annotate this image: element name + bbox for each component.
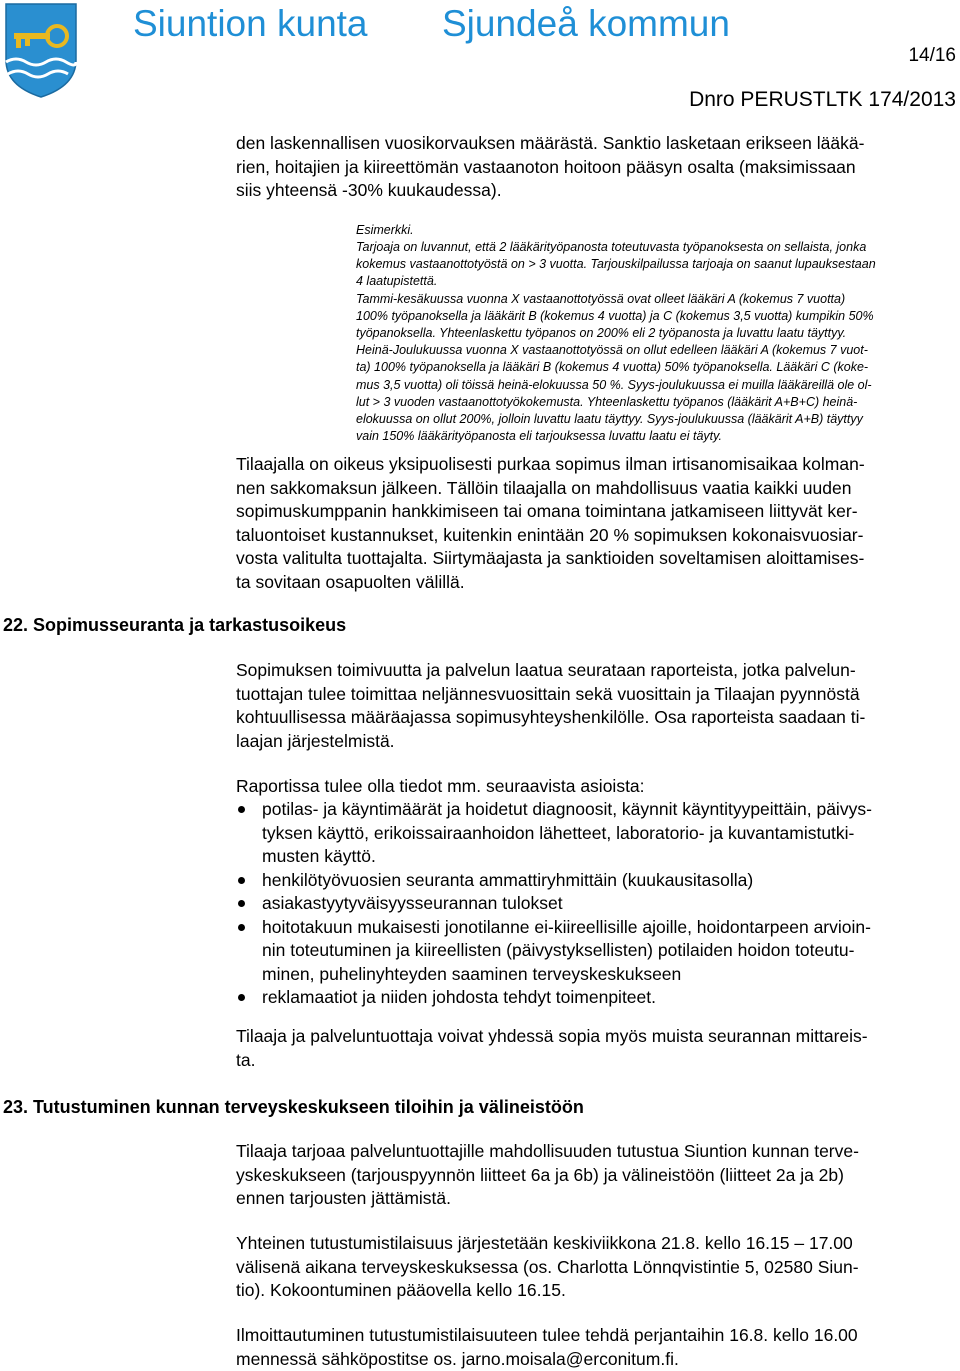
document-reference: Dnro PERUSTLTK 174/2013 bbox=[689, 88, 956, 111]
section-23-paragraph-3: Ilmoittautuminen tutustumistilaisuuteen tulee tehdä perjantaihin 16.8. kello 16.00 mennessä sähköpostitse os. jarno.moisala@erconitum.fi. bbox=[236, 1325, 858, 1369]
section-23-paragraph-1: Tilaaja tarjoaa palveluntuottajille mahdollisuuden tutustua Siuntion kunnan terve- yskeskukseen (tarjouspyynnön liitteet 6a ja 6b) ja välineistöön (liitteet 2a ja 2b) ennen tarjousten jättämistä. bbox=[236, 1141, 859, 1208]
termination-paragraph: Tilaajalla on oikeus yksipuolisesti purkaa sopimus ilman irtisanomisaikaa kolman- nen sakkomaksun jälkeen. Tällöin tilaajalla on mahdollisuus vaatia kaikki uuden sopimuskumppanin hankkimiseen tai omana toimintana jatkamiseen liittyvät ker- taluontoiset kustannukset, kuitenkin enintään 20 % sopimuksen kokonaisvuosiar- vosta valitulta tuottajalta. Siirtymäajasta ja sanktioiden soveltamisen aloittamises- ta sovitaan osapuolten välillä. bbox=[236, 454, 865, 592]
list-item: hoitotakuun mukaisesti jonotilanne ei-kiireellisille ajoille, hoidontarpeen arvioin- nin toteutuminen ja kiireellisten (päivystyksellisten) potilaiden hoidon toteutu- minen, puhelinyhteyden saaminen terveyskeskukseen bbox=[236, 916, 954, 987]
report-list-intro: Raportissa tulee olla tiedot mm. seuraavista asioista: bbox=[236, 776, 645, 796]
section-23-paragraph-2: Yhteinen tutustumistilaisuus järjestetään keskiviikkona 21.8. kello 16.15 – 17.00 välisenä aikana terveyskeskuksessa (os. Charlotta Lönnqvistintie 5, 02580 Siun- tio). Kokoontuminen pääovella kello 16.15. bbox=[236, 1233, 859, 1300]
municipality-name-sv: Sjundeå kommun bbox=[442, 3, 730, 44]
list-item: potilas- ja käyntimäärät ja hoidetut diagnoosit, käynnit käyntityypeittäin, päivys- tyksen käyttö, erikoissairaanhoidon lähetteet, laboratorio- ja kuvantamistutki- musten käyttö. bbox=[236, 798, 954, 869]
example-title: Esimerkki. bbox=[356, 223, 414, 237]
municipality-crest bbox=[2, 0, 80, 100]
list-item: henkilötyövuosien seuranta ammattiryhmittäin (kuukausitasolla) bbox=[236, 869, 954, 893]
section-22-closing: Tilaaja ja palveluntuottaja voivat yhdessä sopia myös muista seurannan mittareis- ta. bbox=[236, 1026, 868, 1070]
section-22-heading: 22. Sopimusseuranta ja tarkastusoikeus bbox=[3, 615, 347, 635]
page-number: 14/16 bbox=[908, 45, 956, 66]
list-item: reklamaatiot ja niiden johdosta tehdyt toimenpiteet. bbox=[236, 986, 954, 1010]
list-item: asiakastyytyväisyysseurannan tulokset bbox=[236, 892, 954, 916]
intro-paragraph: den laskennallisen vuosikorvauksen määrästä. Sanktio lasketaan erikseen lääkä- rien, hoitajien ja kiireettömän vastaanoton hoitoon pääsyn osalta (maksimissaan siis yhteensä -30% kuukaudessa). bbox=[236, 133, 865, 200]
example-text: Tarjoaja on luvannut, että 2 lääkärityöpanosta toteutuvasta työpanoksesta on sellaista, jonka kokemus vastaanottotyöstä on > 3 vuotta. Tarjouskilpailussa tarjoaja on saanut lupauksestaan 4 laatupistettä. Tammi-kesäkuussa vuonna X vastaanottotyössä ovat olleet lääkäri A (kokemus 7 vuotta) 100% työpanoksella ja lääkärit B (kokemus 4 vuotta) ja C (kokemus 3,5 vuotta) kumpikin 50% työpanoksella. Yhteenlaskettu työpanos on 200% eli 2 työpanosta ja luvattu laatu täyttyy. Heinä-Joulukuussa vuonna X vastaanottotyössä on ollut edelleen lääkäri A (kokemus 7 vuot- ta) 100% työpanoksella ja lääkäri B (kokemus 4 vuotta) 50% työpanoksella. Lääkäri C (koke- mus 3,5 vuotta) oli töissä heinä-elokuussa 50 %. Syys-joulukuussa ei muilla lääkäreillä ole ol- lut > 3 vuoden vastaanottotyökokemusta. Yhteenlaskettu työpanos (lääkärit A+B+C) heinä- elokuussa on ollut 200%, jolloin luvattu laatu täyttyy. Syys-joulukuussa (lääkärit A+B) täyttyy vain 150% lääkärityöpanosta eli tarjouksessa luvattu laatu ei täyty. bbox=[356, 240, 876, 444]
section-22-paragraph: Sopimuksen toimivuutta ja palvelun laatua seurataan raporteista, jotka palvelun- tuottajan tulee toimittaa neljännesvuosittain sekä vuosittain ja Tilaajan pyynnöstä kohtuullisessa määräajassa sopimusyhteyshenkilölle. Osa raporteista saadaan ti- laajan järjestelmistä. bbox=[236, 660, 866, 751]
report-items-list bbox=[236, 798, 954, 1010]
municipality-name-fi: Siuntion kunta bbox=[133, 3, 368, 44]
section-23-heading: 23. Tutustuminen kunnan terveyskeskukseen tiloihin ja välineistöön bbox=[3, 1097, 584, 1117]
